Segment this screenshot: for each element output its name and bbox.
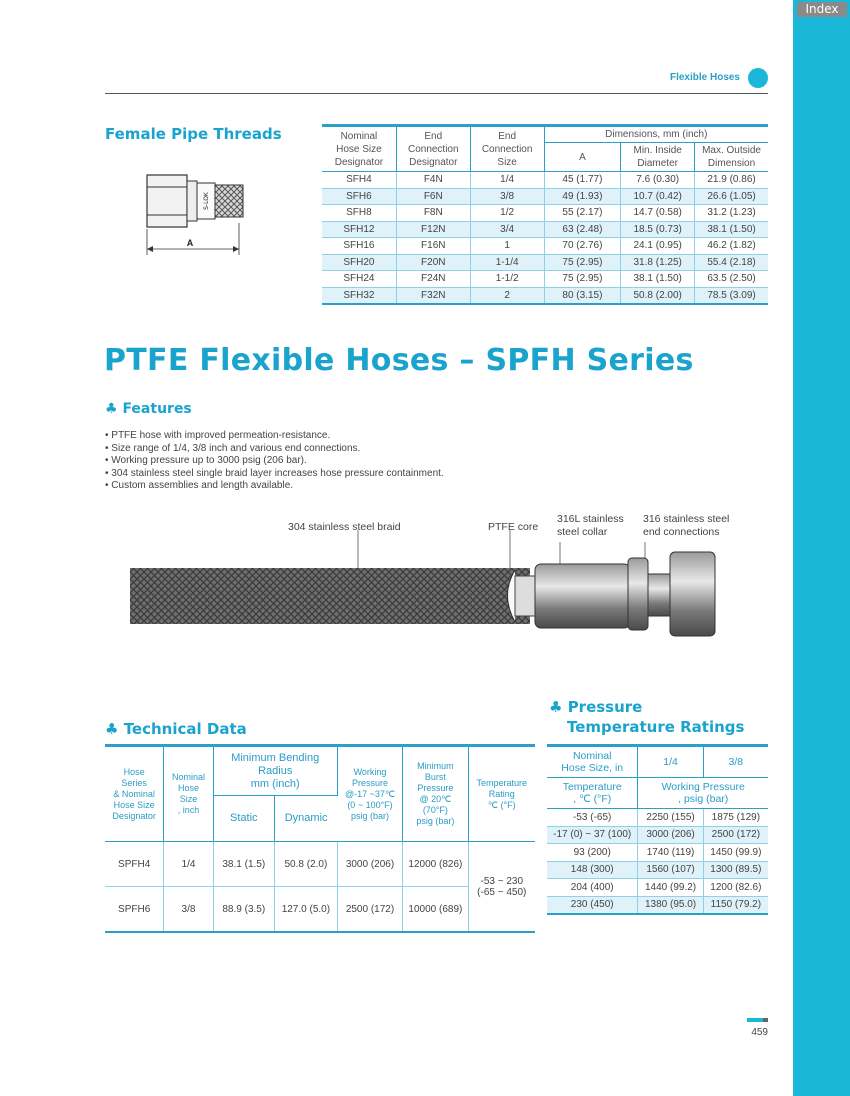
tech-col-static: Static: [213, 796, 274, 842]
table-row: [322, 172, 768, 189]
table-cell: SPFH4: [105, 842, 164, 887]
table-cell: 75 (2.95): [544, 254, 621, 271]
fpt-col-min-id: Min. Inside Diameter: [621, 143, 695, 172]
table-row: [105, 842, 535, 887]
fpt-col-end-size: End Connection Size: [470, 126, 544, 172]
table-row: [547, 861, 768, 879]
feature-item: • Working pressure up to 3000 psig (206 bar).: [105, 455, 444, 468]
page-title: PTFE Flexible Hoses – SPFH Series: [104, 343, 694, 378]
table-cell: 55 (2.17): [544, 205, 621, 222]
table-row: [547, 896, 768, 914]
fpt-dim-a-label: A: [186, 238, 194, 248]
table-cell: 10.7 (0.42): [621, 188, 695, 205]
ptr-col-size-1: 1/4: [638, 746, 703, 778]
table-cell: 1440 (99.2): [638, 879, 703, 897]
table-cell: 3000 (206): [638, 826, 703, 844]
table-cell: F8N: [396, 205, 470, 222]
fpt-logo-text: S-LOK: [203, 192, 210, 210]
table-cell: 46.2 (1.82): [695, 238, 768, 255]
table-cell: 88.9 (3.5): [213, 887, 274, 933]
table-cell: 1150 (79.2): [703, 896, 768, 914]
table-cell: 3/8: [470, 188, 544, 205]
table-cell: F12N: [396, 221, 470, 238]
table-cell: 1380 (95.0): [638, 896, 703, 914]
table-cell: 1-1/2: [470, 271, 544, 288]
table-cell: 127.0 (5.0): [274, 887, 337, 933]
tech-col-series: Hose Series & Nominal Hose Size Designator: [105, 746, 164, 842]
fpt-col-dimensions: Dimensions, mm (inch): [544, 126, 768, 143]
table-cell: SFH24: [322, 271, 396, 288]
tech-col-bend: Minimum Bending Radius mm (inch): [213, 746, 337, 796]
table-cell: 3000 (206): [337, 842, 402, 887]
spade-icon: ♣: [549, 698, 563, 716]
label-collar: 316L stainless steel collar: [557, 513, 624, 538]
feature-item: • Custom assemblies and length available.: [105, 480, 444, 493]
table-cell: 2500 (172): [703, 826, 768, 844]
table-cell: 10000 (689): [403, 887, 468, 933]
table-cell: SFH4: [322, 172, 396, 189]
label-braid: 304 stainless steel braid: [288, 521, 401, 533]
spade-icon: ♣: [105, 401, 118, 417]
table-row: [322, 188, 768, 205]
table-cell: F32N: [396, 287, 470, 304]
table-cell: 1: [470, 238, 544, 255]
table-cell: 3/4: [470, 221, 544, 238]
fpt-title: Female Pipe Threads: [105, 125, 282, 143]
table-row: [547, 844, 768, 862]
table-cell: F6N: [396, 188, 470, 205]
table-cell: SFH8: [322, 205, 396, 222]
table-cell: 2: [470, 287, 544, 304]
table-cell: 18.5 (0.73): [621, 221, 695, 238]
table-row: [547, 879, 768, 897]
table-cell: F24N: [396, 271, 470, 288]
table-cell: 26.6 (1.05): [695, 188, 768, 205]
ptr-table: [547, 744, 768, 915]
table-cell: SFH6: [322, 188, 396, 205]
table-row: [322, 287, 768, 304]
side-color-bar: [793, 0, 850, 1096]
table-cell: SFH16: [322, 238, 396, 255]
table-cell: 55.4 (2.18): [695, 254, 768, 271]
table-cell: 24.1 (0.95): [621, 238, 695, 255]
tech-col-nominal: Nominal Hose Size , inch: [164, 746, 213, 842]
ptr-col-nominal: Nominal Hose Size, in: [547, 746, 638, 778]
feature-item: • 304 stainless steel single braid layer increases hose pressure containment.: [105, 468, 444, 481]
label-end-connections: 316 stainless steel end connections: [643, 513, 730, 538]
table-cell: 3/8: [164, 887, 213, 933]
table-cell: 80 (3.15): [544, 287, 621, 304]
table-cell: 148 (300): [547, 861, 638, 879]
tech-col-burst: Minimum Burst Pressure @ 20℃ (70°F) psig (bar): [403, 746, 468, 842]
table-row: [547, 826, 768, 844]
table-row: [322, 205, 768, 222]
table-cell: -17 (0) ~ 37 (100): [547, 826, 638, 844]
features-heading: ♣ Features: [105, 401, 192, 417]
spade-icon: ♣: [105, 720, 119, 738]
table-row: [322, 221, 768, 238]
table-cell: 14.7 (0.58): [621, 205, 695, 222]
table-row: [322, 254, 768, 271]
table-row: [547, 809, 768, 827]
table-row: [322, 271, 768, 288]
fpt-col-max-od: Max. Outside Dimension: [695, 143, 768, 172]
technical-table: [105, 744, 535, 933]
page-number: 459: [751, 1027, 768, 1038]
ptr-heading: ♣ Pressure Temperature Ratings: [549, 698, 745, 736]
table-cell: 1560 (107): [638, 861, 703, 879]
table-cell: 31.8 (1.25): [621, 254, 695, 271]
table-cell: 63.5 (2.50): [695, 271, 768, 288]
table-cell: 1/4: [164, 842, 213, 887]
table-cell: 38.1 (1.50): [695, 221, 768, 238]
section-header-label: Flexible Hoses: [669, 72, 740, 83]
table-cell: 49 (1.93): [544, 188, 621, 205]
fpt-col-nominal: Nominal Hose Size Designator: [322, 126, 396, 172]
table-cell: 63 (2.48): [544, 221, 621, 238]
hose-assembly-illustration: [130, 530, 730, 640]
tech-col-working: Working Pressure @-17 ~37℃ (0 ~ 100°F) psig (bar): [337, 746, 402, 842]
index-tab[interactable]: Index: [797, 2, 847, 17]
table-cell: 1875 (129): [703, 809, 768, 827]
table-cell: 1-1/4: [470, 254, 544, 271]
table-cell: 31.2 (1.23): [695, 205, 768, 222]
table-cell: -53 (-65): [547, 809, 638, 827]
table-cell: 2250 (155): [638, 809, 703, 827]
fpt-col-end-designator: End Connection Designator: [396, 126, 470, 172]
tech-col-temp: Temperature Rating ℃ (°F): [468, 746, 535, 842]
feature-item: • PTFE hose with improved permeation-resistance.: [105, 430, 444, 443]
header-rule: [105, 93, 768, 94]
table-cell: 12000 (826): [403, 842, 468, 887]
features-list: [105, 430, 444, 493]
fpt-col-a: A: [544, 143, 621, 172]
table-cell: 50.8 (2.0): [274, 842, 337, 887]
table-cell: 1200 (82.6): [703, 879, 768, 897]
table-cell: 38.1 (1.5): [213, 842, 274, 887]
table-cell: 45 (1.77): [544, 172, 621, 189]
table-cell: 1/4: [470, 172, 544, 189]
table-cell: 38.1 (1.50): [621, 271, 695, 288]
technical-heading: ♣ Technical Data: [105, 720, 247, 738]
fpt-table: [322, 124, 768, 305]
ptr-col-working-pressure: Working Pressure , psig (bar): [638, 778, 768, 809]
page-number-bar-accent: [763, 1018, 768, 1022]
table-cell: 204 (400): [547, 879, 638, 897]
table-cell: SFH12: [322, 221, 396, 238]
table-cell: SFH32: [322, 287, 396, 304]
tech-temp-rating: -53 ~ 230 (-65 ~ 450): [468, 842, 535, 933]
section-dot-icon: [748, 68, 768, 88]
table-cell: F20N: [396, 254, 470, 271]
table-cell: F4N: [396, 172, 470, 189]
table-cell: 75 (2.95): [544, 271, 621, 288]
label-core: PTFE core: [488, 521, 539, 533]
feature-item: • Size range of 1/4, 3/8 inch and various end connections.: [105, 443, 444, 456]
ptr-col-size-2: 3/8: [703, 746, 768, 778]
fpt-fitting-diagram: [135, 165, 245, 260]
table-cell: 230 (450): [547, 896, 638, 914]
table-cell: 1300 (89.5): [703, 861, 768, 879]
table-cell: SFH20: [322, 254, 396, 271]
table-cell: 7.6 (0.30): [621, 172, 695, 189]
ptr-col-temp: Temperature , ℃ (°F): [547, 778, 638, 809]
table-cell: 50.8 (2.00): [621, 287, 695, 304]
table-cell: SPFH6: [105, 887, 164, 933]
table-cell: 1740 (119): [638, 844, 703, 862]
table-cell: 21.9 (0.86): [695, 172, 768, 189]
table-cell: 1/2: [470, 205, 544, 222]
table-cell: 2500 (172): [337, 887, 402, 933]
table-cell: F16N: [396, 238, 470, 255]
table-cell: 93 (200): [547, 844, 638, 862]
table-cell: 78.5 (3.09): [695, 287, 768, 304]
tech-col-dynamic: Dynamic: [274, 796, 337, 842]
table-cell: 1450 (99.9): [703, 844, 768, 862]
table-row: [322, 238, 768, 255]
table-cell: 70 (2.76): [544, 238, 621, 255]
